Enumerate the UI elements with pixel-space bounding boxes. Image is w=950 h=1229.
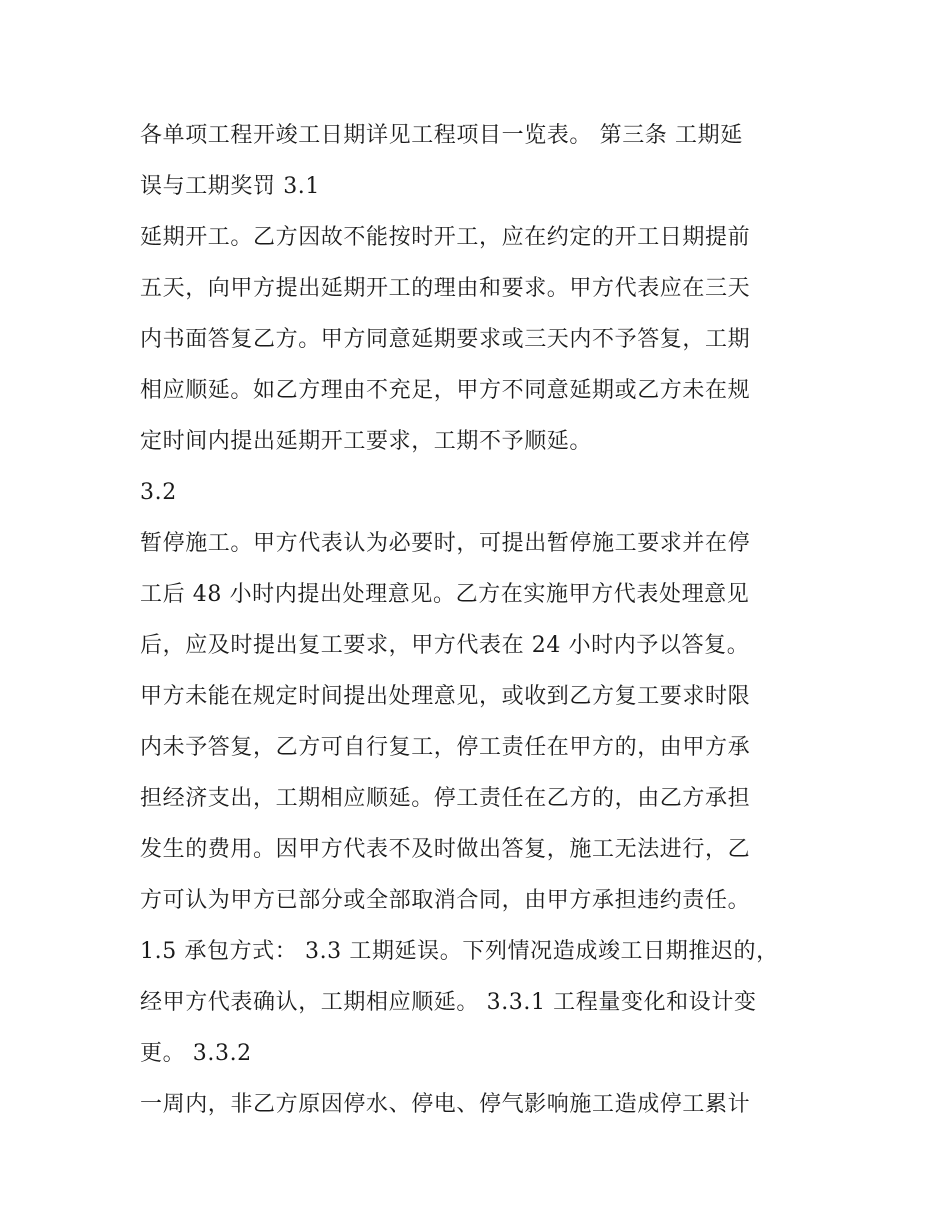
text-line: 发生的费用。因甲方代表不及时做出答复，施工无法进行，乙	[140, 837, 751, 862]
text-line: 方可认为甲方已部分或全部取消合同，由甲方承担违约责任。	[140, 888, 751, 913]
text-line: 暂停施工。甲方代表认为必要时，可提出暂停施工要求并在停	[140, 531, 751, 556]
document-body	[140, 110, 820, 1130]
text-line: 经甲方代表确认，工期相应顺延。 3.3.1 工程量变化和设计变	[140, 990, 757, 1015]
text-line: 相应顺延。如乙方理由不充足，甲方不同意延期或乙方未在规	[140, 378, 751, 403]
text-line: 内书面答复乙方。甲方同意延期要求或三天内不予答复，工期	[140, 327, 751, 352]
text-line: 误与工期奖罚 3.1	[140, 174, 320, 199]
text-line: 1.5 承包方式： 3.3 工期延误。下列情况造成竣工日期推迟的，	[140, 939, 779, 964]
text-line: 定时间内提出延期开工要求，工期不予顺延。	[140, 429, 593, 454]
text-line: 担经济支出，工期相应顺延。停工责任在乙方的，由乙方承担	[140, 786, 751, 811]
text-line: 甲方未能在规定时间提出处理意见，或收到乙方复工要求时限	[140, 684, 751, 709]
text-line: 内未予答复，乙方可自行复工，停工责任在甲方的，由甲方承	[140, 735, 751, 760]
text-line: 更。 3.3.2	[140, 1041, 252, 1066]
text-line: 各单项工程开竣工日期详见工程项目一览表。 第三条 工期延	[140, 123, 743, 148]
text-line: 五天，向甲方提出延期开工的理由和要求。甲方代表应在三天	[140, 276, 751, 301]
text-line: 3.2	[140, 480, 177, 505]
text-line: 延期开工。乙方因故不能按时开工，应在约定的开工日期提前	[140, 225, 751, 250]
text-line: 工后 48 小时内提出处理意见。乙方在实施甲方代表处理意见	[140, 582, 750, 607]
text-line: 一周内，非乙方原因停水、停电、停气影响施工造成停工累计	[140, 1092, 751, 1117]
text-line: 后，应及时提出复工要求，甲方代表在 24 小时内予以答复。	[140, 633, 750, 658]
